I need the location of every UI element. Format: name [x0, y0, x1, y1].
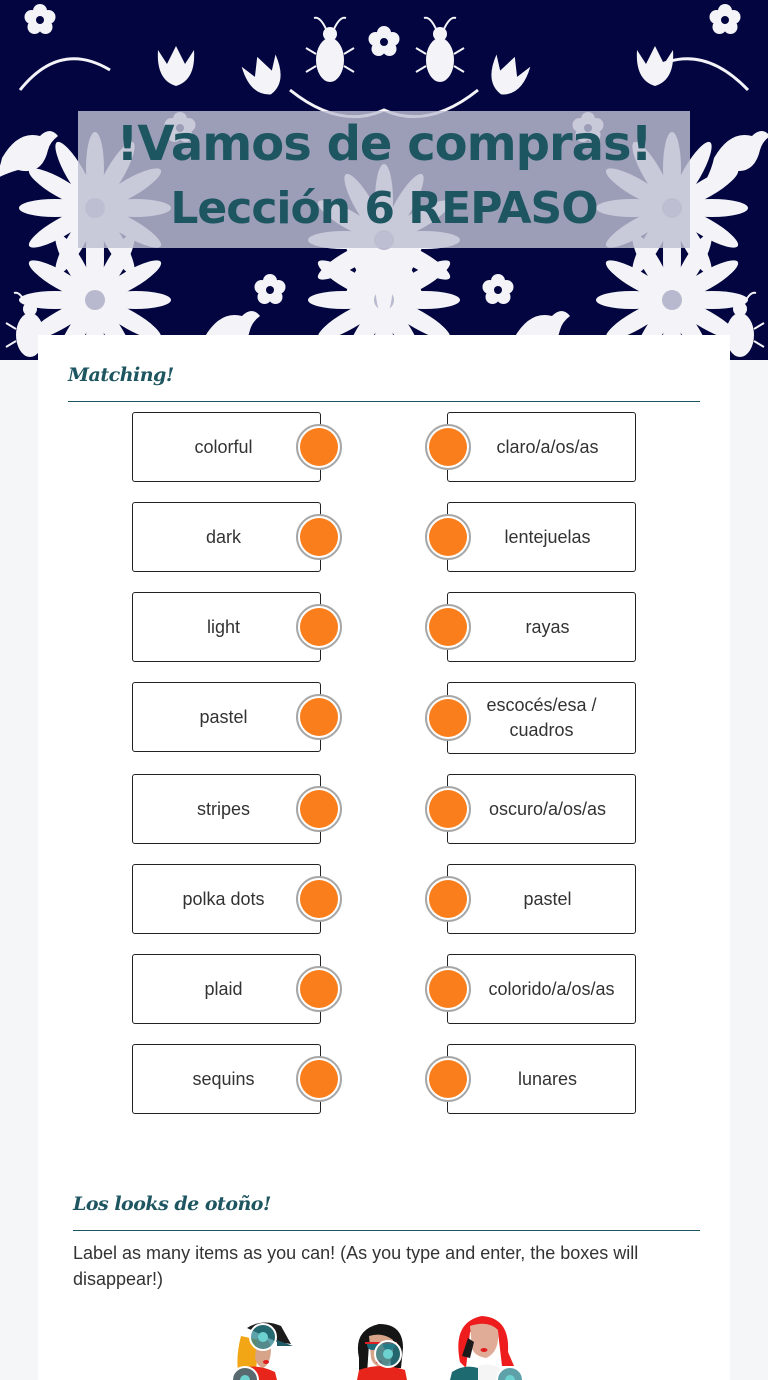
- match-left-label: pastel: [199, 706, 248, 727]
- match-right-label: colorido/a/os/as: [488, 978, 615, 999]
- match-right-item[interactable]: [447, 774, 636, 844]
- match-connector-dot[interactable]: [296, 786, 342, 832]
- page-subtitle: Lección 6 REPASO: [170, 183, 598, 234]
- match-connector-dot[interactable]: [296, 604, 342, 650]
- match-left-item[interactable]: [132, 864, 321, 934]
- match-left-label: colorful: [194, 436, 253, 457]
- match-connector-dot[interactable]: [296, 876, 342, 922]
- match-right-label: oscuro/a/os/as: [488, 798, 607, 819]
- match-left-item[interactable]: [132, 1044, 321, 1114]
- match-connector-dot[interactable]: [296, 1056, 342, 1102]
- match-left-item[interactable]: [132, 774, 321, 844]
- match-connector-dot[interactable]: [425, 966, 471, 1012]
- match-left-label: plaid: [204, 978, 243, 999]
- match-left-item[interactable]: [132, 954, 321, 1024]
- match-left-label: polka dots: [182, 888, 265, 909]
- match-right-item[interactable]: [447, 412, 636, 482]
- label-hotspot[interactable]: [249, 1323, 277, 1351]
- page-title: !Vamos de compras!: [116, 116, 652, 172]
- looks-divider: [73, 1230, 700, 1231]
- looks-heading: Los looks de otoño!: [73, 1193, 271, 1215]
- match-left-label: sequins: [192, 1068, 255, 1089]
- match-left-label: dark: [205, 526, 241, 547]
- match-left-item[interactable]: [132, 592, 321, 662]
- match-connector-dot[interactable]: [296, 694, 342, 740]
- match-right-item[interactable]: [447, 954, 636, 1024]
- matching-heading: Matching!: [68, 364, 174, 386]
- match-right-item[interactable]: [447, 864, 636, 934]
- match-connector-dot[interactable]: [296, 424, 342, 470]
- matching-divider: [68, 401, 700, 402]
- match-connector-dot[interactable]: [425, 876, 471, 922]
- match-left-label: light: [206, 616, 241, 637]
- match-right-item[interactable]: [447, 1044, 636, 1114]
- match-connector-dot[interactable]: [296, 514, 342, 560]
- looks-instructions: Label as many items as you can! (As you type and enter, the boxes will disappear!): [73, 1243, 639, 1289]
- match-connector-dot[interactable]: [425, 695, 471, 741]
- match-connector-dot[interactable]: [425, 1056, 471, 1102]
- header-banner: [0, 0, 768, 360]
- match-connector-dot[interactable]: [425, 514, 471, 560]
- match-connector-dot[interactable]: [425, 604, 471, 650]
- match-right-label: escocés/esa / cuadros: [486, 695, 597, 740]
- match-left-label: stripes: [196, 798, 250, 819]
- match-left-item[interactable]: [132, 682, 321, 752]
- label-hotspot[interactable]: [374, 1340, 402, 1368]
- worksheet-card: [38, 335, 730, 1380]
- match-right-item[interactable]: [447, 592, 636, 662]
- match-right-label: lunares: [517, 1068, 578, 1089]
- match-right-label: rayas: [525, 616, 570, 637]
- match-connector-dot[interactable]: [425, 786, 471, 832]
- match-right-label: lentejuelas: [504, 526, 591, 547]
- match-left-item[interactable]: [132, 502, 321, 572]
- match-right-item[interactable]: [447, 502, 636, 572]
- match-left-item[interactable]: [132, 412, 321, 482]
- match-right-label: pastel: [523, 888, 572, 909]
- match-right-label: claro/a/os/as: [496, 436, 599, 457]
- match-right-item[interactable]: [447, 682, 636, 754]
- match-connector-dot[interactable]: [296, 966, 342, 1012]
- match-connector-dot[interactable]: [425, 424, 471, 470]
